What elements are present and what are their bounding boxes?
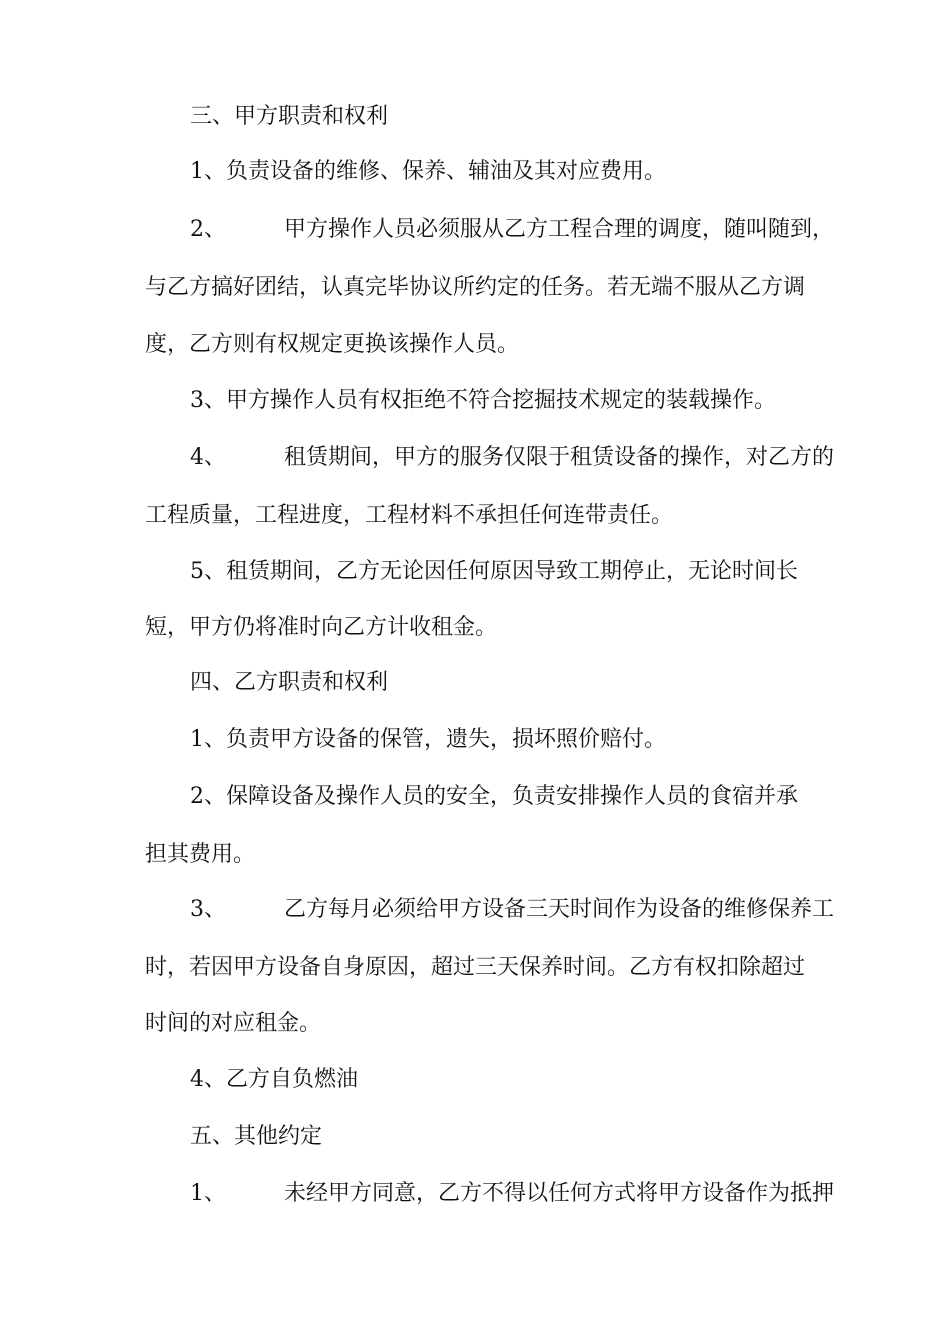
line-text: 三、甲方职责和权利 <box>190 104 389 129</box>
line-text: 未经甲方同意，乙方不得以任何方式将甲方设备作为抵押 <box>284 1181 835 1206</box>
line-text: 工程质量，工程进度，工程材料不承担任何连带责任。 <box>145 503 674 528</box>
paragraph-line <box>190 210 835 250</box>
item-number: 2、 <box>190 217 226 242</box>
section-heading-4 <box>190 663 825 703</box>
section-heading-5 <box>190 1117 825 1157</box>
paragraph-line <box>145 1004 825 1044</box>
paragraph-line <box>190 1174 835 1214</box>
paragraph-line <box>190 890 835 930</box>
line-text: 2、保障设备及操作人员的安全，负责安排操作人员的食宿并承 <box>190 784 798 809</box>
paragraph-line <box>145 948 825 988</box>
paragraph-line <box>190 438 835 478</box>
line-text: 短，甲方仍将准时向乙方计收租金。 <box>145 615 498 640</box>
paragraph-line <box>145 608 825 648</box>
line-text: 乙方每月必须给甲方设备三天时间作为设备的维修保养工 <box>284 897 835 922</box>
section-heading-3 <box>190 97 825 137</box>
paragraph-line <box>145 268 825 308</box>
line-text: 度，乙方则有权规定更换该操作人员。 <box>145 332 520 357</box>
paragraph-line <box>145 496 825 536</box>
line-text: 时，若因甲方设备自身原因，超过三天保养时间。乙方有权扣除超过 <box>145 955 806 980</box>
line-text: 1、负责甲方设备的保管，遗失，损坏照价赔付。 <box>190 727 666 752</box>
line-text: 5、租赁期间，乙方无论因任何原因导致工期停止，无论时间长 <box>190 559 798 584</box>
paragraph-line <box>190 552 825 592</box>
paragraph-line <box>190 152 825 192</box>
paragraph-line <box>190 1060 825 1100</box>
line-text: 担其费用。 <box>145 842 256 867</box>
line-text: 3、甲方操作人员有权拒绝不符合挖掘技术规定的装载操作。 <box>190 388 776 413</box>
item-number: 3、 <box>190 897 226 922</box>
line-text: 4、乙方自负燃油 <box>190 1067 358 1092</box>
line-text: 四、乙方职责和权利 <box>190 670 389 695</box>
line-text: 时间的对应租金。 <box>145 1011 322 1036</box>
paragraph-line <box>190 777 825 817</box>
paragraph-line <box>190 720 825 760</box>
line-text: 甲方操作人员必须服从乙方工程合理的调度，随叫随到， <box>284 217 835 242</box>
paragraph-line <box>145 835 825 875</box>
line-text: 与乙方搞好团结，认真完毕协议所约定的任务。若无端不服从乙方调 <box>145 275 806 300</box>
line-text: 五、其他约定 <box>190 1124 323 1149</box>
item-number: 1、 <box>190 1181 226 1206</box>
paragraph-line <box>190 381 825 421</box>
line-text: 1、负责设备的维修、保养、辅油及其对应费用。 <box>190 159 666 184</box>
paragraph-line <box>145 325 825 365</box>
line-text: 租赁期间，甲方的服务仅限于租赁设备的操作，对乙方的 <box>284 445 835 470</box>
item-number: 4、 <box>190 445 226 470</box>
